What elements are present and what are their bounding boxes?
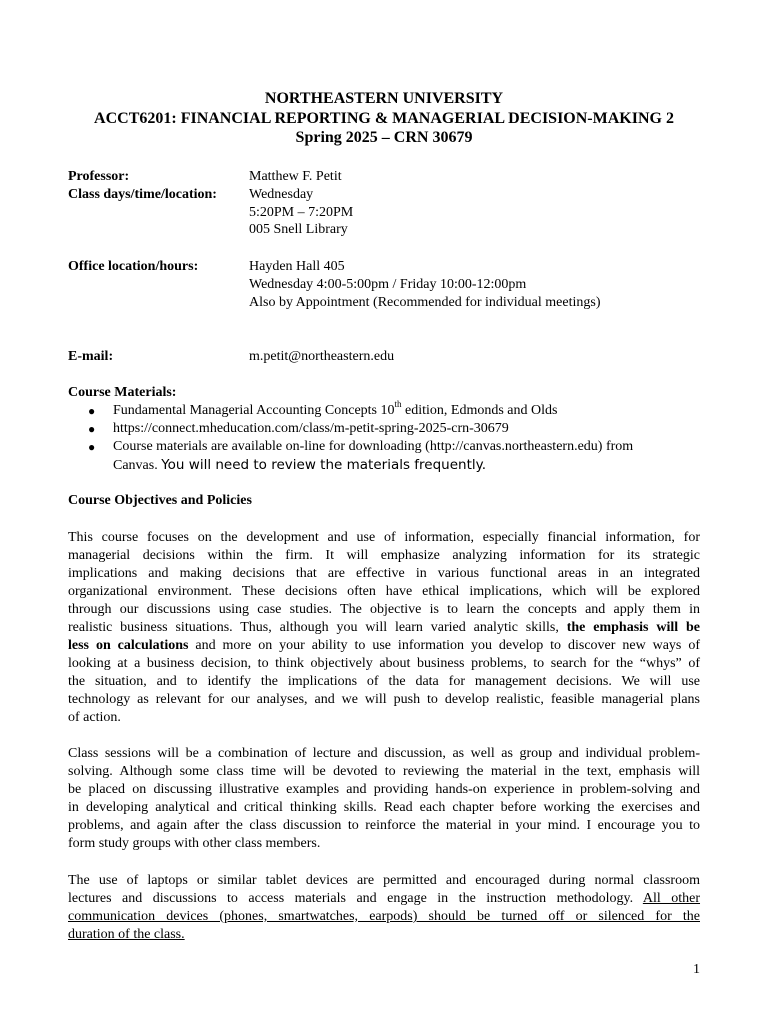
paragraph-2-line: in developing analytical and critical thinking skills. Read each chapter before working the exercises and	[68, 800, 700, 815]
class-time: 5:20PM – 7:20PM	[249, 205, 354, 220]
paragraph-1-line: This course focuses on the development and use of information, especially financial information, for	[68, 530, 700, 545]
paragraph-1-line: organizational environment. These decisions often have ethical implications, which will be explored	[68, 584, 700, 599]
bullet-icon: ●	[88, 404, 96, 418]
office-appointment: Also by Appointment (Recommended for individual meetings)	[249, 295, 601, 310]
materials-item-textbook: Fundamental Managerial Accounting Concepts 10th edition, Edmonds and Olds	[113, 399, 558, 418]
materials-item-connect-link[interactable]: https://connect.mheducation.com/class/m-petit-spring-2025-crn-30679	[113, 421, 509, 436]
objectives-heading: Course Objectives and Policies	[68, 493, 252, 508]
email-label: E-mail:	[68, 349, 114, 364]
email-address: m.petit@northeastern.edu	[249, 349, 395, 364]
bullet-icon: ●	[88, 422, 96, 436]
paragraph-2-line: Class sessions will be a combination of lecture and discussion, as well as group and individual problem-	[68, 746, 700, 761]
paragraph-1-line: through our discussions using case studies. The objective is to learn the concepts and apply them in	[68, 602, 700, 617]
professor-name: Matthew F. Petit	[249, 169, 342, 184]
professor-label: Professor:	[68, 169, 130, 184]
paragraph-3-line	[68, 926, 700, 944]
term-title: Spring 2025 – CRN 30679	[295, 129, 473, 146]
university-title: NORTHEASTERN UNIVERSITY	[264, 90, 504, 107]
emphasis-text: the emphasis will be	[566, 620, 700, 635]
paragraph-1-line: looking at a business decision, to think objectively about business problems, to search for the “whys” of	[68, 656, 700, 671]
class-day: Wednesday	[249, 187, 314, 202]
paragraph-3-line: lectures and discussions to access materials and engage in the instruction methodology. All other	[68, 891, 701, 906]
underlined-text: duration of the class.	[68, 927, 185, 942]
paragraph-2-line: solving. Although some class time will be devoted to reviewing the material in the text, emphasis will	[68, 764, 700, 779]
paragraph-2-line: form study groups with other class members.	[68, 836, 321, 851]
emphasis-text: less on calculations	[68, 638, 189, 653]
paragraph-1-line: managerial decisions within the firm. It will emphasize analyzing information for its strategic	[68, 548, 700, 563]
paragraph-1-line: implications and making decisions that are effective in various functional areas in an integrated	[68, 566, 700, 581]
paragraph-2-line: be placed on discussing illustrative examples and providing hands-on experience in problem-solving and	[68, 782, 700, 797]
page-number: 1	[693, 962, 700, 977]
bullet-icon: ●	[88, 440, 96, 454]
paragraph-1-line: less on calculations and more on your ability to use information you develop to discover new ways of	[68, 638, 700, 653]
materials-note: You will need to review the materials frequently.	[161, 457, 486, 473]
paragraph-1-line: technology as relevant for our analyses, and we will push to develop realistic, feasible managerial plans	[68, 692, 700, 707]
paragraph-2-line: problems, and again after the class discussion to reinforce the material in your mind. I encourage you to	[68, 818, 700, 833]
materials-heading: Course Materials:	[68, 385, 177, 400]
office-hours: Wednesday 4:00-5:00pm / Friday 10:00-12:00pm	[249, 277, 527, 292]
paragraph-1-line: realistic business situations. Thus, although you will learn varied analytic skills, the emphasis will be	[68, 620, 700, 635]
class-location: 005 Snell Library	[249, 222, 348, 237]
paragraph-3-line: The use of laptops or similar tablet devices are permitted and encouraged during normal classroom	[68, 873, 700, 888]
office-location: Hayden Hall 405	[249, 259, 345, 274]
class-label: Class days/time/location:	[68, 187, 217, 202]
office-label: Office location/hours:	[68, 259, 199, 274]
underlined-text: All other	[642, 891, 701, 906]
paragraph-1-line: the situation, and to identify the implications of the data for management decisions. We will use	[68, 674, 700, 689]
materials-item-canvas: Course materials are available on-line for downloading (http://canvas.northeastern.edu) from	[113, 439, 634, 454]
course-title: ACCT6201: FINANCIAL REPORTING & MANAGERIAL DECISION-MAKING 2	[94, 110, 674, 127]
paragraph-3-line: communication devices (phones, smartwatches, earpods) should be turned off or silenced for the	[68, 909, 700, 924]
materials-item-canvas-cont: Canvas. You will need to review the materials frequently.	[113, 457, 486, 473]
paragraph-1-line: of action.	[68, 710, 121, 725]
